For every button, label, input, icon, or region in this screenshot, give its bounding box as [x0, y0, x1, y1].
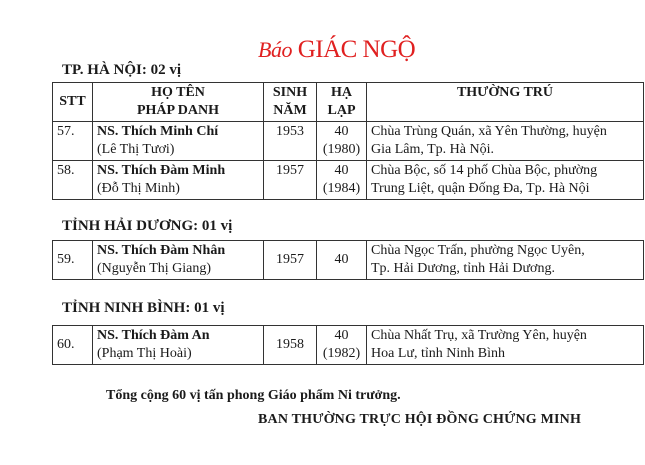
row-address-cell [367, 326, 644, 365]
row-address-line2: Tp. Hải Dương, tỉnh Hải Dương. [371, 261, 555, 276]
row-lap-year: (1984) [322, 181, 361, 196]
row-lap-cell [317, 326, 367, 365]
row-lap: 40 [334, 124, 349, 139]
table-header-row [53, 83, 644, 122]
total-summary: Tổng cộng 60 vị tấn phong Giáo phẩm Ni trưởng. [106, 388, 401, 403]
row-name-cell [93, 241, 264, 280]
header-lap-line1: HẠ [331, 85, 352, 100]
row-lay-name: (Đỗ Thị Minh) [97, 181, 180, 196]
row-lap-year: (1982) [322, 346, 361, 361]
header-year [264, 83, 317, 122]
header-name-line1: HỌ TÊN [151, 85, 205, 100]
row-dharma-name: NS. Thích Đàm An [97, 328, 210, 343]
row-year: 1957 [264, 241, 317, 280]
row-address-line2: Trung Liệt, quận Đống Đa, Tp. Hà Nội [371, 181, 590, 196]
table-row [53, 326, 644, 365]
row-lap-year: (1980) [322, 142, 361, 157]
table-row [53, 241, 644, 280]
row-stt: 58. [53, 161, 93, 200]
row-year: 1953 [264, 122, 317, 161]
row-address-line1: Chùa Trùng Quán, xã Yên Thường, huyện [371, 124, 607, 139]
row-dharma-name: NS. Thích Đàm Minh [97, 163, 226, 178]
table-row [53, 122, 644, 161]
row-address-line1: Chùa Nhất Trụ, xã Trường Yên, huyện [371, 328, 587, 343]
table-hanoi [52, 82, 644, 200]
row-lay-name: (Lê Thị Tươi) [97, 142, 175, 157]
signature-title: BAN THƯỜNG TRỰC HỘI ĐỒNG CHỨNG MINH [258, 412, 582, 427]
row-lap: 40 [317, 241, 367, 280]
row-dharma-name: NS. Thích Minh Chí [97, 124, 219, 139]
header-address: THƯỜNG TRÚ [367, 83, 644, 122]
row-stt: 59. [53, 241, 93, 280]
section-title-ninhbinh: TỈNH NINH BÌNH: 01 vị [62, 300, 225, 316]
header-lap [317, 83, 367, 122]
row-name-cell [93, 326, 264, 365]
row-address-cell [367, 161, 644, 200]
row-dharma-name: NS. Thích Đàm Nhân [97, 243, 226, 258]
row-stt: 60. [53, 326, 93, 365]
row-name-cell [93, 122, 264, 161]
row-lay-name: (Nguyễn Thị Giang) [97, 261, 212, 276]
header-name-line2: PHÁP DANH [136, 103, 220, 118]
row-lap-cell [317, 161, 367, 200]
header-lap-line2: LẠP [327, 103, 356, 118]
table-ninhbinh [52, 325, 644, 365]
row-lap-cell [317, 122, 367, 161]
table-row [53, 161, 644, 200]
watermark-part2: GIÁC NGỘ [291, 36, 416, 63]
header-year-line1: SINH [272, 85, 308, 100]
header-year-line2: NĂM [273, 103, 307, 118]
watermark-logo [258, 36, 415, 64]
row-year: 1958 [264, 326, 317, 365]
row-lap: 40 [334, 163, 349, 178]
row-stt: 57. [53, 122, 93, 161]
row-year: 1957 [264, 161, 317, 200]
header-name [93, 83, 264, 122]
watermark-part1: Báo [258, 37, 292, 62]
row-address-line2: Hoa Lư, tỉnh Ninh Bình [371, 346, 505, 361]
row-address-line1: Chùa Ngọc Trấn, phường Ngọc Uyên, [371, 243, 585, 258]
row-address-line2: Gia Lâm, Tp. Hà Nội. [371, 142, 494, 157]
row-lap: 40 [334, 328, 349, 343]
section-title-haiduong: TỈNH HẢI DƯƠNG: 01 vị [62, 218, 233, 234]
row-name-cell [93, 161, 264, 200]
row-lay-name: (Phạm Thị Hoài) [97, 346, 192, 361]
section-title-hanoi: TP. HÀ NỘI: 02 vị [62, 62, 182, 78]
row-address-cell [367, 241, 644, 280]
header-stt: STT [53, 83, 93, 122]
table-haiduong [52, 240, 644, 280]
row-address-cell [367, 122, 644, 161]
row-address-line1: Chùa Bộc, số 14 phố Chùa Bộc, phường [371, 163, 598, 178]
